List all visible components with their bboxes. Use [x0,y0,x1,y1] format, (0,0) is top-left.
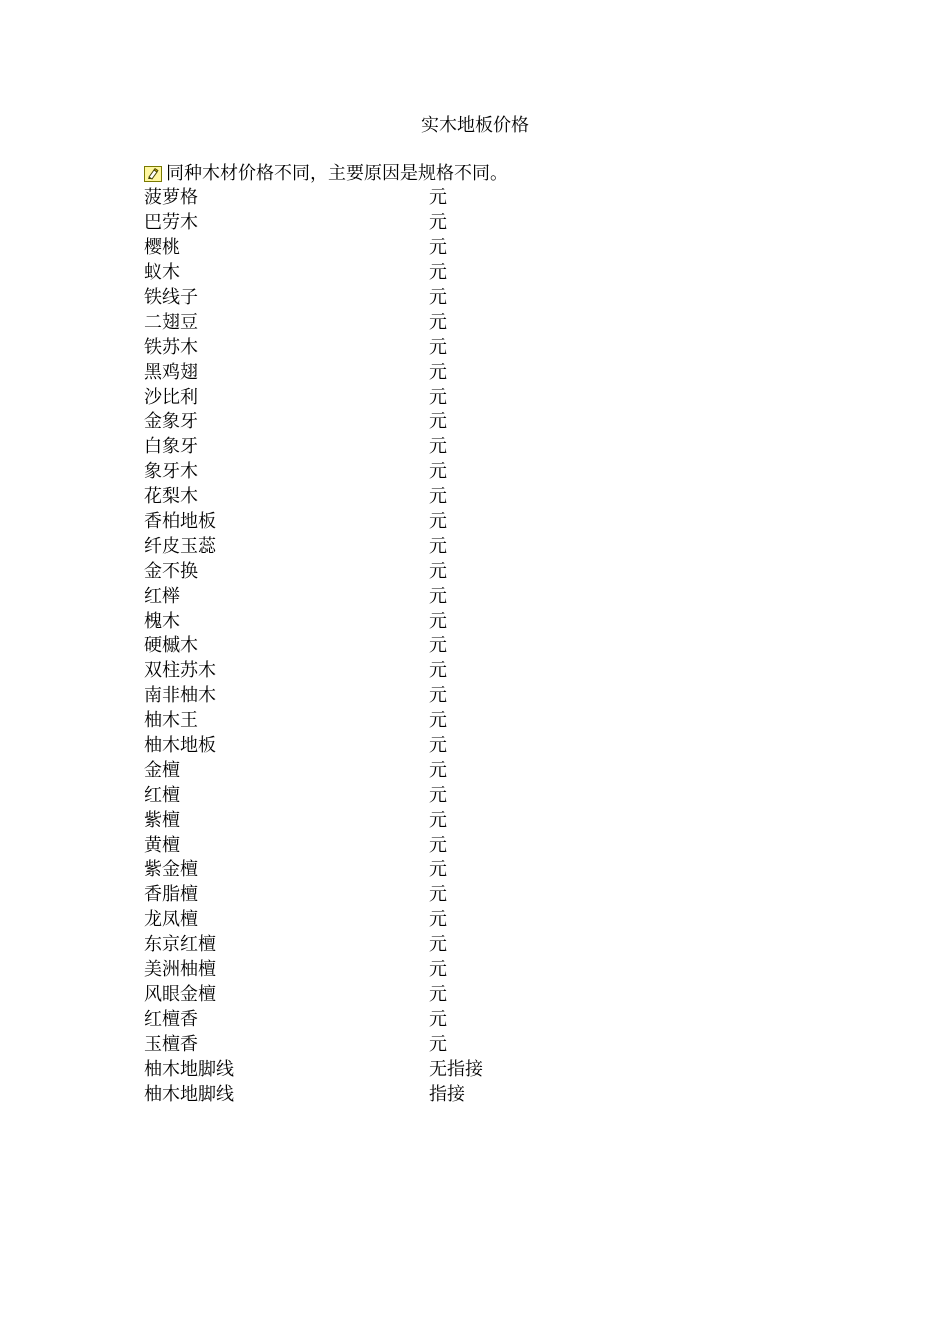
list-item [144,684,644,709]
wood-name: 风眼金檀 [144,983,216,1005]
price-unit: 元 [429,237,447,259]
list-item [144,335,644,360]
wood-name: 樱桃 [144,237,180,259]
price-unit: 元 [429,983,447,1005]
wood-name: 铁苏木 [144,336,198,358]
price-unit: 元 [429,610,447,632]
list-item [144,559,644,584]
list-item [144,385,644,410]
wood-name: 黑鸡翅 [144,361,198,383]
edit-note-icon [144,166,162,182]
price-unit: 元 [429,461,447,483]
list-item [144,858,644,883]
list-item [144,1007,644,1032]
price-unit: 元 [429,336,447,358]
price-unit: 元 [429,212,447,234]
price-unit: 元 [429,560,447,582]
list-item [144,410,644,435]
page-title: 实木地板价格 [421,115,529,136]
price-unit: 元 [429,311,447,333]
price-unit: 元 [429,759,447,781]
wood-name: 红檀香 [144,1008,198,1030]
wood-name: 硬槭木 [144,635,198,657]
wood-name: 白象牙 [144,436,198,458]
wood-name: 美洲柚檀 [144,959,216,981]
price-unit: 元 [429,187,447,209]
wood-name: 二翅豆 [144,311,198,333]
price-unit: 元 [429,511,447,533]
list-item [144,211,644,236]
wood-name: 柚木地脚线 [144,1083,234,1105]
wood-name: 金不换 [144,560,198,582]
list-item [144,1082,644,1107]
wood-name: 紫檀 [144,809,180,831]
list-item [144,584,644,609]
price-unit: 元 [429,386,447,408]
wood-name: 紫金檀 [144,859,198,881]
wood-name: 纤皮玉蕊 [144,535,216,557]
list-item [144,833,644,858]
price-unit: 指接 [429,1083,465,1105]
list-item [144,634,644,659]
wood-name: 铁线子 [144,287,198,308]
list-item [144,534,644,559]
list-item [144,1032,644,1057]
price-unit: 元 [429,287,447,308]
list-item [144,360,644,385]
price-unit: 元 [429,1008,447,1030]
note-text: 同种木材价格不同，主要原因是规格不同。 [166,163,508,184]
wood-name: 沙比利 [144,386,198,408]
wood-name: 东京红檀 [144,934,216,956]
price-unit: 元 [429,361,447,383]
wood-name: 槐木 [144,610,180,632]
price-unit: 元 [429,784,447,806]
price-unit: 元 [429,934,447,956]
wood-name: 柚木王 [144,710,198,732]
list-item [144,659,644,684]
price-list [144,186,644,1107]
price-unit: 元 [429,411,447,433]
wood-name: 柚木地板 [144,735,216,757]
list-item [144,983,644,1008]
list-item [144,908,644,933]
wood-name: 双柱苏木 [144,660,216,682]
price-unit: 元 [429,486,447,508]
list-item [144,510,644,535]
list-item [144,933,644,958]
list-item [144,186,644,211]
list-item [144,435,644,460]
list-item [144,958,644,983]
price-unit: 元 [429,959,447,981]
list-item [144,734,644,759]
price-unit: 元 [429,635,447,657]
wood-name: 柚木地脚线 [144,1058,234,1080]
wood-name: 花梨木 [144,486,198,508]
wood-name: 红檀 [144,784,180,806]
wood-name: 红榉 [144,585,180,607]
price-unit: 元 [429,809,447,831]
price-unit: 无指接 [429,1058,483,1080]
list-item [144,609,644,634]
wood-name: 金象牙 [144,411,198,433]
price-unit: 元 [429,909,447,931]
price-unit: 元 [429,735,447,757]
price-unit: 元 [429,834,447,856]
wood-name: 蚁木 [144,262,180,284]
wood-name: 玉檀香 [144,1033,198,1055]
price-unit: 元 [429,660,447,682]
list-item [144,758,644,783]
price-unit: 元 [429,262,447,284]
wood-name: 香脂檀 [144,884,198,906]
list-item [144,460,644,485]
list-item [144,1057,644,1082]
price-unit: 元 [429,535,447,557]
list-item [144,286,644,311]
wood-name: 龙凤檀 [144,909,198,931]
price-unit: 元 [429,859,447,881]
wood-name: 南非柚木 [144,685,216,707]
list-item [144,261,644,286]
price-unit: 元 [429,585,447,607]
note-line [144,162,508,186]
list-item [144,709,644,734]
wood-name: 黄檀 [144,834,180,856]
wood-name: 金檀 [144,759,180,781]
list-item [144,485,644,510]
list-item [144,808,644,833]
wood-name: 香柏地板 [144,511,216,533]
price-unit: 元 [429,710,447,732]
price-unit: 元 [429,884,447,906]
wood-name: 菠萝格 [144,187,198,209]
wood-name: 象牙木 [144,461,198,483]
list-item [144,236,644,261]
price-unit: 元 [429,1033,447,1055]
price-unit: 元 [429,685,447,707]
list-item [144,883,644,908]
price-unit: 元 [429,436,447,458]
list-item [144,310,644,335]
list-item [144,783,644,808]
wood-name: 巴劳木 [144,212,198,234]
